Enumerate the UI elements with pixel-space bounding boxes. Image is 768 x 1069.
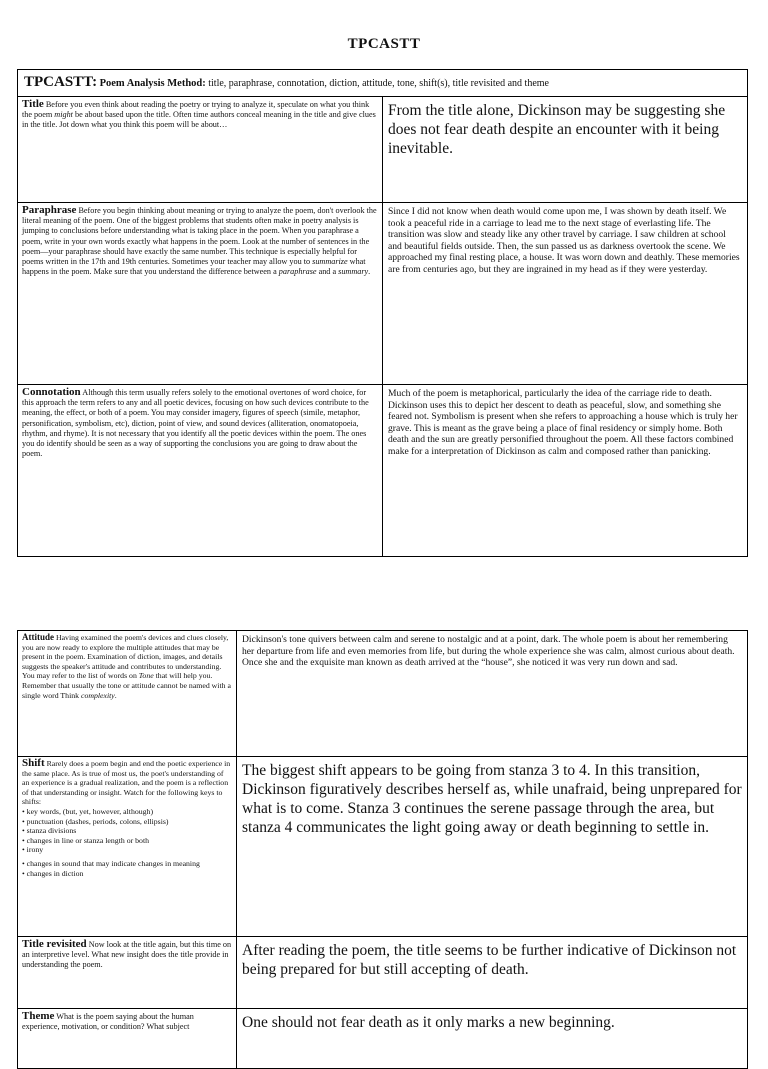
- term-title: Title: [22, 98, 44, 110]
- paraphrase-emphasis-paraphrase: paraphrase: [278, 267, 317, 277]
- title-prompt: Before you even think about reading the poetry or trying to analyze it, speculate on what you think the poem: [22, 100, 370, 120]
- connotation-answer-cell: [383, 385, 748, 557]
- header-items: title, paraphrase, connotation, diction, attitude, tone, shift(s), title revisited and theme: [208, 78, 549, 89]
- title-prompt-cell: [18, 97, 383, 203]
- theme-answer-cell: [237, 1009, 748, 1069]
- tpcastt-table-page-1: [17, 69, 748, 557]
- attitude-emphasis-tone: Tone: [138, 671, 154, 681]
- title-revisited-prompt-cell: [18, 937, 237, 1009]
- header-sub: Poem Analysis Method:: [99, 78, 206, 89]
- term-theme: Theme: [22, 1010, 55, 1022]
- table-row-connotation: [18, 385, 748, 557]
- paraphrase-emphasis-summary: summary: [338, 267, 369, 277]
- term-title-revisited: Title revisited: [22, 938, 87, 950]
- paraphrase-answer: Since I did not know when death would come upon me, I was shown by death itself. We took a peaceful ride in a carriage to lead me to the next stage of everlasting life. The transition was slow and steady like any other travel by carriage. I saw children at school and beautiful fields outside. Then, the sun passed us as darkness overtook the scene. We approached my final resting place, a house. It was worn down and deathly. These memories are from centuries ago, but they are ingrained in my head as if they were yesterday.: [388, 206, 740, 275]
- shift-key-item: • stanza divisions: [22, 826, 77, 836]
- attitude-answer-cell: [237, 631, 748, 757]
- table-row-attitude: [18, 631, 748, 757]
- title-revisited-answer: After reading the poem, the title seems to be further indicative of Dickinson not being prepared for but still accepting of death.: [242, 942, 737, 978]
- attitude-prompt: Having examined the poem's devices and clues closely, you are now ready to explore the multiple attitudes that may be present in the poem. Examination of diction, images, and details suggests the speaker's attitude and contributes to understanding. You may refer to the list of words on: [22, 633, 229, 681]
- table-row-paraphrase: [18, 203, 748, 385]
- paraphrase-answer-cell: [383, 203, 748, 385]
- title-prompt-emphasis: might: [54, 110, 73, 120]
- paraphrase-prompt-2: what happens in the poem. Make sure that you understand the difference between a: [22, 257, 366, 277]
- shift-prompt: Rarely does a poem begin and end the poetic experience in the same place. As is true of most us, the poet's understanding of an experience is a gradual realization, and the poem is a reflection of that understanding or insight. Watch for the following keys to shifts:: [22, 759, 231, 807]
- paraphrase-prompt-cell: [18, 203, 383, 385]
- table-row-title: [18, 97, 748, 203]
- shift-key-item: • changes in sound that may indicate changes in meaning: [22, 858, 200, 868]
- tpcastt-table-page-2: [17, 630, 748, 1069]
- document-title: TPCASTT: [347, 36, 421, 52]
- shift-key-item: • irony: [22, 845, 44, 855]
- shift-key-item: • changes in line or stanza length or both: [22, 835, 150, 845]
- term-shift: Shift: [22, 757, 45, 769]
- theme-prompt: What is the poem saying about the human experience, motivation, or condition? What subject: [22, 1012, 194, 1032]
- paraphrase-emphasis-summarize: summarize: [312, 257, 348, 267]
- term-paraphrase: Paraphrase: [22, 204, 77, 216]
- paraphrase-prompt: Before you begin thinking about meaning or trying to analyze the poem, don't overlook the literal meaning of the poem. One of the biggest problems that students often make in poetry analysis is jumping to conclusions before understanding what is taking place in the poem. When you paraphrase a poem, write in your own words exactly what happens in the poem. Look at the number of sentences in the poem—your paraphrase should have exactly the same number. This technique is especially helpful for poems written in the 17th and 19th centuries. Sometimes your teacher may allow you to: [22, 206, 377, 267]
- shift-answer-cell: [237, 757, 748, 937]
- title-answer: From the title alone, Dickinson may be suggesting she does not fear death despite an encounter with it being inevitable.: [388, 102, 726, 157]
- table-header: [18, 70, 748, 97]
- title-answer-cell: [383, 97, 748, 203]
- theme-answer: One should not fear death as it only marks a new beginning.: [242, 1014, 615, 1031]
- attitude-emphasis-complexity: complexity: [80, 690, 115, 700]
- connotation-prompt-cell: [18, 385, 383, 557]
- shift-key-item: • key words, (but, yet, however, although): [22, 806, 154, 816]
- header-main: TPCASTT:: [24, 74, 98, 90]
- term-attitude: Attitude: [22, 632, 54, 642]
- attitude-prompt-2: that will help you. Remember that usually the tone or attitude cannot be named with a single word Think: [22, 671, 231, 700]
- title-revisited-answer-cell: [237, 937, 748, 1009]
- title-prompt-rest: be about based upon the title. Often time authors conceal meaning in the title and give clues in the title. Jot down what you think this poem will be about…: [22, 110, 376, 130]
- table-row-shift: [18, 757, 748, 937]
- connotation-prompt: Although this term usually refers solely to the emotional overtones of word choice, for this approach the term refers to any and all poetic devices, focusing on how such devices contribute to the meaning, the effect, or both of a poem. You may consider imagery, figures of speech (simile, metaphor, personification, symbolism, etc), diction, point of view, and sound devices (alliteration, onomatopoeia, rhythm, and rhyme). It is not necessary that you identify all the poetic devices within the poem. The ones you do identify should be seen as a way of supporting the conclusions you are going to draw about the poem.: [22, 388, 369, 459]
- attitude-prompt-cell: [18, 631, 237, 757]
- paraphrase-prompt-end: .: [368, 267, 371, 277]
- attitude-answer: Dickinson's tone quivers between calm and serene to nostalgic and at a point, dark. The whole poem is about her remembering her departure from life and even memories from life, but during the whole experience she was calm, almost curious about death. Once she and the exquisite man known as death arrived at the “house”, she noticed it was very run down and sad.: [242, 634, 735, 669]
- paraphrase-prompt-3: and a: [316, 267, 339, 277]
- shift-prompt-cell: [18, 757, 237, 937]
- shift-key-item: • punctuation (dashes, periods, colons, ellipsis): [22, 816, 169, 826]
- table-header-row: [18, 70, 748, 97]
- table-row-title-revisited: [18, 937, 748, 1009]
- attitude-prompt-end: .: [114, 690, 117, 700]
- table-row-theme: [18, 1009, 748, 1069]
- term-connotation: Connotation: [22, 386, 81, 398]
- theme-prompt-cell: [18, 1009, 237, 1069]
- shift-key-item: • changes in diction: [22, 868, 84, 878]
- title-revisited-prompt: Now look at the title again, but this time on an interpretive level. What new insight does the title provide in understanding the poem.: [22, 940, 232, 970]
- connotation-answer: Much of the poem is metaphorical, particularly the idea of the carriage ride to death. Dickinson uses this to depict her descent to death as peaceful, slow, and something she feared not. Symbolism is present when she refers to approaching a house which is truly her grave. This is meant as the grave being a place of final residency or simply home. Both death and the sun are greatly personified throughout the poem. All these factors combined make for a interpretation of Dickinson as calm and composed rather than panicking.: [388, 388, 738, 457]
- shift-answer: The biggest shift appears to be going from stanza 3 to 4. In this transition, Dickinson figuratively describes herself as, while unafraid, being unprepared for what is to come. Stanza 3 continues the serene passage through the area, but stanza 4 communicates the light going away or death beginning to settle in.: [242, 762, 742, 836]
